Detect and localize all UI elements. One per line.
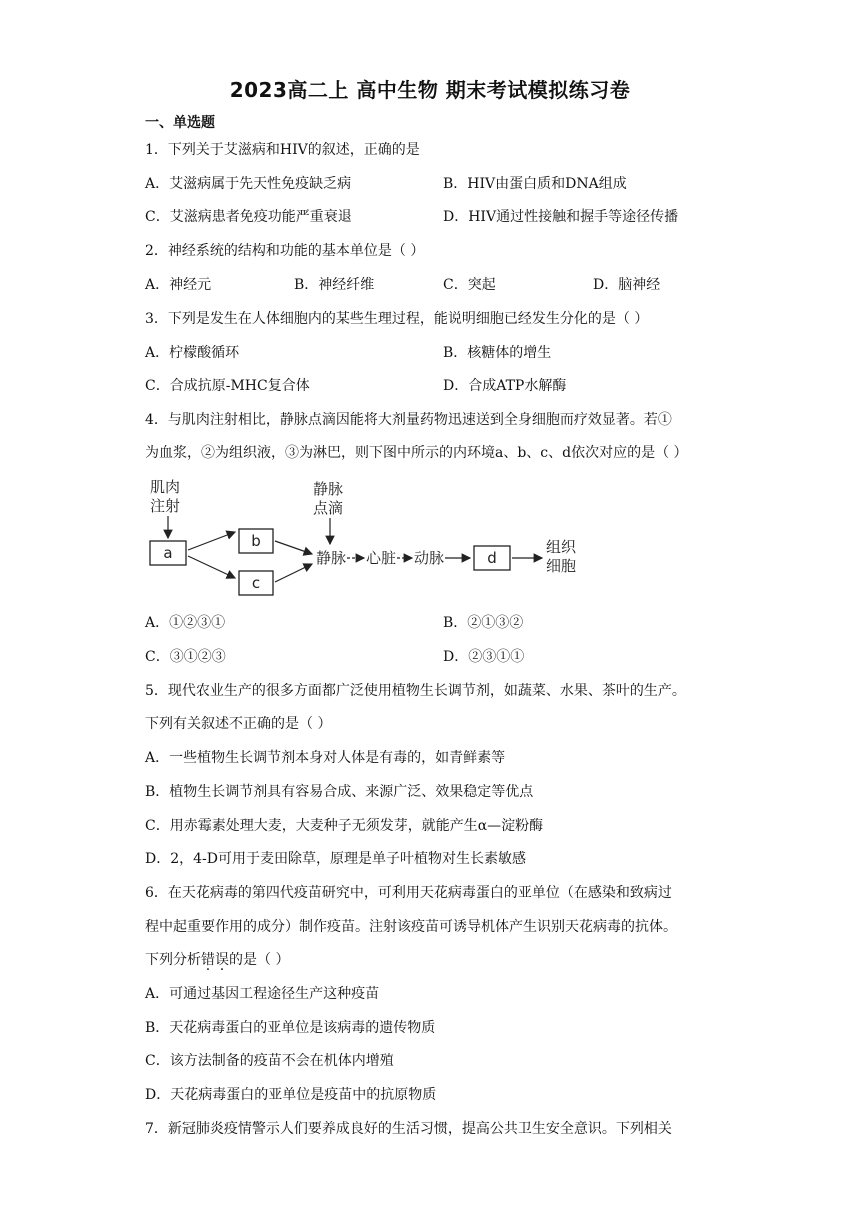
label-iv-drip-1: 静脉 — [313, 480, 344, 498]
q5-option-b: B．植物生长调节剂具有容易合成、来源广泛、效果稳定等优点 — [145, 784, 534, 800]
q4-stem-line2: 为血浆，②为组织液，③为淋巴，则下图中所示的内环境a、b、c、d依次对应的是（ ） — [145, 445, 688, 461]
q5-option-d: D．2，4-D可用于麦田除草，原理是单子叶植物对生长素敏感 — [145, 851, 526, 867]
q3-stem: 3．下列是发生在人体细胞内的某些生理过程，能说明细胞已经发生分化的是（ ） — [145, 311, 649, 327]
label-muscle-injection-2: 注射 — [150, 497, 181, 515]
section-heading: 一、单选题 — [145, 115, 215, 131]
q5-stem-line2: 下列有关叙述不正确的是（ ） — [145, 716, 332, 732]
q7-stem-line1: 7．新冠肺炎疫情警示人们要养成良好的生活习惯，提高公共卫生安全意识。下列相关 — [145, 1121, 672, 1137]
q3-option-c: C．合成抗原-MHC复合体 — [145, 378, 310, 394]
q5-stem-line1: 5．现代农业生产的很多方面都广泛使用植物生长调节剂，如蔬菜、水果、茶叶的生产。 — [145, 683, 686, 699]
q4-option-c: C．③①②③ — [145, 649, 226, 665]
q3-option-b: B．核糖体的增生 — [443, 345, 552, 361]
q5-option-c: C．用赤霉素处理大麦，大麦种子无须发芽，就能产生α—淀粉酶 — [145, 818, 544, 834]
q3-option-d: D．合成ATP水解酶 — [443, 378, 567, 394]
q4-option-a: A．①②③① — [145, 615, 226, 631]
arrow-a-to-b — [188, 532, 235, 550]
circulation-diagram — [140, 474, 600, 604]
label-vein: 静脉 — [316, 549, 347, 567]
q2-option-b: B．神经纤维 — [294, 277, 375, 293]
q6-stem-line1: 6．在天花病毒的第四代疫苗研究中，可利用天花病毒蛋白的亚单位（在感染和致病过 — [145, 885, 672, 901]
q6-stem-line2: 程中起重要作用的成分）制作疫苗。注射该疫苗可诱导机体产生识别天花病毒的抗体。 — [145, 919, 677, 935]
q1-option-d: D．HIV通过性接触和握手等途径传播 — [443, 209, 679, 225]
label-iv-drip-2: 点滴 — [313, 499, 344, 517]
q6-option-c: C．该方法制备的疫苗不会在机体内增殖 — [145, 1053, 394, 1069]
q6-emphasis-char-2: 误 — [215, 952, 229, 968]
arrow-b-to-vein — [275, 541, 312, 554]
label-tissue-cell-1: 组织 — [546, 538, 577, 556]
q5-option-a: A．一些植物生长调节剂本身对人体是有毒的，如青鲜素等 — [145, 750, 506, 766]
q4-option-d: D．②③①① — [443, 649, 525, 665]
q6-option-b: B．天花病毒蛋白的亚单位是该病毒的遗传物质 — [145, 1020, 436, 1036]
arrow-a-to-c — [188, 556, 235, 578]
q6-option-a: A．可通过基因工程途径生产这种疫苗 — [145, 986, 380, 1002]
q4-stem-line1: 4．与肌肉注射相比，静脉点滴因能将大剂量药物迅速送到全身细胞而疗效显著。若① — [145, 412, 672, 428]
box-d-label: d — [487, 549, 497, 567]
q6-emphasis-char-1: 错 — [201, 952, 215, 968]
q3-option-a: A．柠檬酸循环 — [145, 345, 240, 361]
box-c-label: c — [251, 574, 261, 592]
box-a-label: a — [163, 544, 173, 562]
arrow-c-to-vein — [275, 564, 312, 582]
q2-option-c: C．突起 — [443, 277, 496, 293]
label-muscle-injection-1: 肌肉 — [150, 478, 181, 496]
q6-stem-post: 的是（ ） — [229, 952, 290, 968]
q6-stem-pre: 下列分析 — [145, 952, 201, 968]
label-artery: 动脉 — [414, 549, 445, 567]
q1-stem: 1．下列关于艾滋病和HIV的叙述，正确的是 — [145, 142, 420, 158]
label-tissue-cell-2: 细胞 — [546, 557, 577, 575]
q2-option-d: D．脑神经 — [593, 277, 661, 293]
q2-stem: 2．神经系统的结构和功能的基本单位是（ ） — [145, 243, 425, 259]
q6-option-d: D．天花病毒蛋白的亚单位是疫苗中的抗原物质 — [145, 1087, 437, 1103]
q6-stem-line3 — [145, 950, 289, 970]
label-heart: 心脏 — [366, 549, 397, 567]
q1-option-c: C．艾滋病患者免疫功能严重衰退 — [145, 209, 352, 225]
q2-option-a: A．神经元 — [145, 277, 212, 293]
q4-option-b: B．②①③② — [443, 615, 524, 631]
box-b-label: b — [251, 532, 261, 550]
q1-option-b: B．HIV由蛋白质和DNA组成 — [443, 176, 627, 192]
q1-option-a: A．艾滋病属于先天性免疫缺乏病 — [145, 176, 352, 192]
page-title: 2023高二上 高中生物 期末考试模拟练习卷 — [229, 78, 631, 102]
